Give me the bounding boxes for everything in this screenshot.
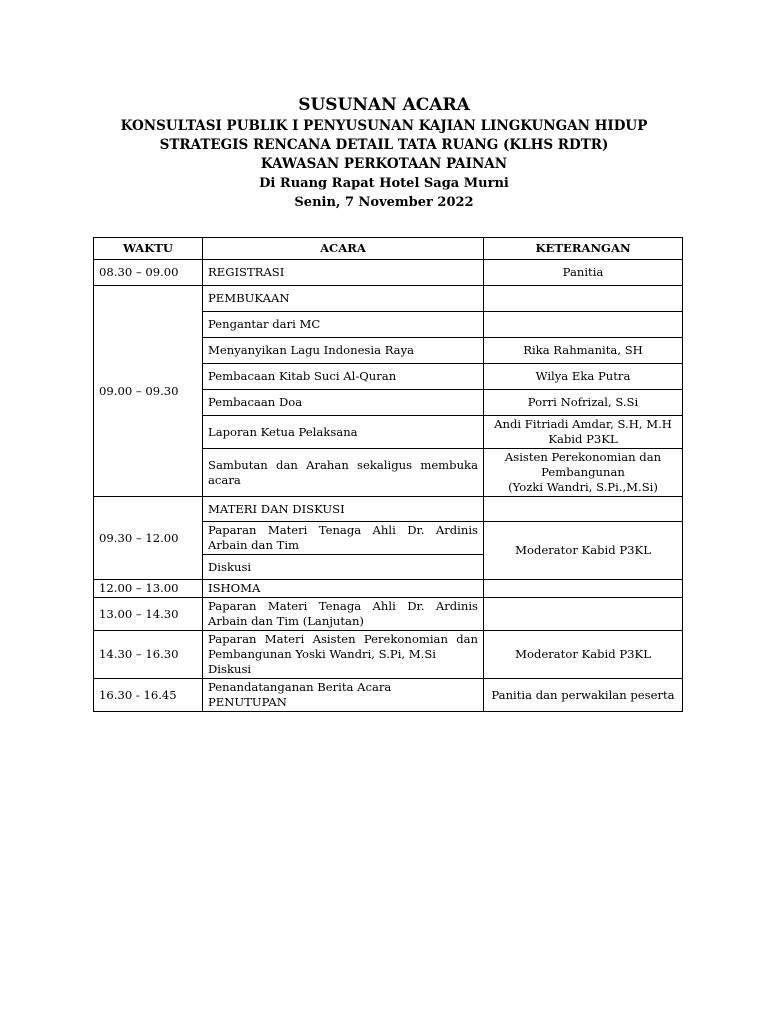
agenda-table — [93, 237, 683, 712]
table-row — [94, 497, 683, 522]
activity-cell: Sambutan dan Arahan sekaligus membuka acara — [203, 449, 484, 497]
note-cell — [484, 580, 683, 598]
table-row — [94, 631, 683, 679]
note-cell — [484, 286, 683, 312]
activity-cell: Paparan Materi Tenaga Ahli Dr. Ardinis Arbain dan Tim (Lanjutan) — [203, 598, 484, 631]
table-row — [94, 679, 683, 712]
note-cell — [484, 598, 683, 631]
activity-cell — [203, 631, 484, 679]
note-cell: Wilya Eka Putra — [484, 364, 683, 390]
note-line: (Yozki Wandri, S.Pi.,M.Si) — [508, 480, 658, 494]
note-cell: Moderator Kabid P3KL — [484, 631, 683, 679]
time-cell: 09.30 – 12.00 — [94, 497, 203, 580]
event-title-line-3: KAWASAN PERKOTAAN PAINAN — [260, 156, 508, 172]
header-waktu: WAKTU — [94, 238, 203, 260]
activity-cell — [203, 679, 484, 712]
note-cell: Moderator Kabid P3KL — [484, 522, 683, 580]
time-cell: 13.00 – 14.30 — [94, 598, 203, 631]
note-cell: Porri Nofrizal, S.Si — [484, 390, 683, 416]
time-cell: 09.00 – 09.30 — [94, 286, 203, 497]
activity-cell: PEMBUKAAN — [203, 286, 484, 312]
activity-cell: Pengantar dari MC — [203, 312, 484, 338]
note-cell: Panitia dan perwakilan peserta — [484, 679, 683, 712]
time-cell: 12.00 – 13.00 — [94, 580, 203, 598]
event-date: Senin, 7 November 2022 — [294, 195, 474, 210]
activity-cell: Diskusi — [203, 555, 484, 580]
time-cell: 14.30 – 16.30 — [94, 631, 203, 679]
table-row — [94, 598, 683, 631]
table-header-row — [94, 238, 683, 260]
note-cell — [484, 416, 683, 449]
activity-line: PENUTUPAN — [208, 695, 287, 709]
event-venue: Di Ruang Rapat Hotel Saga Murni — [259, 176, 509, 191]
activity-cell: Pembacaan Doa — [203, 390, 484, 416]
activity-cell: ISHOMA — [203, 580, 484, 598]
activity-cell: Pembacaan Kitab Suci Al-Quran — [203, 364, 484, 390]
document-header — [0, 94, 768, 212]
event-title-line-2: STRATEGIS RENCANA DETAIL TATA RUANG (KLHS RDTR) — [159, 137, 609, 153]
activity-line: Penandatanganan Berita Acara — [208, 680, 392, 694]
time-cell: 16.30 - 16.45 — [94, 679, 203, 712]
activity-line: Diskusi — [208, 662, 252, 676]
note-cell — [484, 497, 683, 522]
document-title: SUSUNAN ACARA — [298, 95, 470, 115]
note-cell: Rika Rahmanita, SH — [484, 338, 683, 364]
activity-cell: MATERI DAN DISKUSI — [203, 497, 484, 522]
activity-line: Paparan Materi Asisten Perekonomian dan Pembangunan Yoski Wandri, S.Pi, M.Si — [208, 632, 478, 661]
time-cell: 08.30 – 09.00 — [94, 260, 203, 286]
note-cell — [484, 449, 683, 497]
activity-cell: Laporan Ketua Pelaksana — [203, 416, 484, 449]
activity-cell: REGISTRASI — [203, 260, 484, 286]
table-row — [94, 260, 683, 286]
table-row — [94, 580, 683, 598]
note-line: Andi Fitriadi Amdar, S.H, M.H — [494, 417, 672, 431]
note-cell — [484, 312, 683, 338]
activity-cell: Menyanyikan Lagu Indonesia Raya — [203, 338, 484, 364]
activity-cell: Paparan Materi Tenaga Ahli Dr. Ardinis Arbain dan Tim — [203, 522, 484, 555]
note-line: Kabid P3KL — [548, 432, 618, 446]
header-acara: ACARA — [203, 238, 484, 260]
table-row — [94, 286, 683, 312]
event-title-line-1: KONSULTASI PUBLIK I PENYUSUNAN KAJIAN LINGKUNGAN HIDUP — [120, 118, 648, 134]
header-keterangan: KETERANGAN — [484, 238, 683, 260]
note-cell: Panitia — [484, 260, 683, 286]
note-line: Asisten Perekonomian dan Pembangunan — [504, 450, 662, 479]
